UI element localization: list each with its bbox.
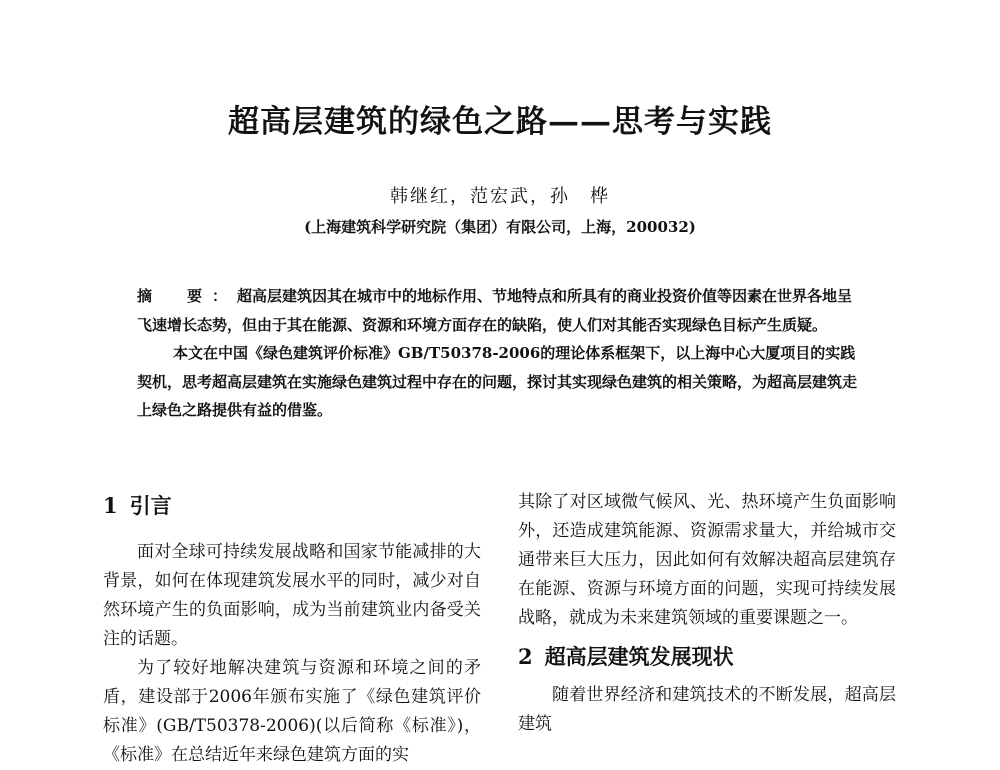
section-1-number: 1 [103,493,118,518]
section-1-heading [103,488,481,524]
paper-title: 超高层建筑的绿色之路——思考与实践 [228,104,772,140]
section-1-title: 引言 [129,493,172,518]
section-2-heading [518,639,896,675]
left-column [103,488,481,770]
right-column [518,488,896,739]
section-2-paragraph-1: 随着世界经济和建筑技术的不断发展，超高层建筑 [518,685,896,734]
section-2-number: 2 [518,644,533,669]
right-column-paragraph-1: 其除了对区域微气候风、光、热环境产生负面影响外，还造成建筑能源、资源需求量大，并给城市交通带来巨大压力，因此如何有效解决超高层建筑存在能源、资源与环境方面的问题，实现可持续发展战略，就成为未来建筑领域的重要课题之一。 [518,492,896,628]
abstract-text-1: 超高层建筑因其在城市中的地标作用、节地特点和所具有的商业投资价值等因素在世界各地呈飞速增长态势，但由于其在能源、资源和环境方面存在的缺陷，使人们对其能否实现绿色目标产生质疑。 [137,287,853,334]
abstract-block [137,282,867,425]
author-affiliation: (上海建筑科学研究院（集团）有限公司，上海，200032) [304,218,696,236]
section-1-paragraph-1: 面对全球可持续发展战略和国家节能减排的大背景，如何在体现建筑发展水平的同时，减少对自然环境产生的负面影响，成为当前建筑业内备受关注的话题。 [103,542,481,649]
author-list: 韩继红，范宏武，孙 桦 [390,186,610,207]
section-1-spacer [103,524,481,538]
section-1-paragraph-2: 为了较好地解决建筑与资源和环境之间的矛盾，建设部于2006年颁布实施了《绿色建筑评价标准》(GB/T50378-2006)(以后简称《标准》)，《标准》在总结近年来绿色建筑方面的实 [103,658,481,765]
abstract-paragraph-2: 本文在中国《绿色建筑评价标准》GB/T50378-2006的理论体系框架下，以上海中心大厦项目的实践契机，思考超高层建筑在实施绿色建筑过程中存在的问题，探讨其实现绿色建筑的相关策略，为超高层建筑走上绿色之路提供有益的借鉴。 [137,344,858,419]
abstract-paragraph-1 [137,282,867,339]
abstract-label: 摘 要： [137,287,238,305]
section-2-title: 超高层建筑发展现状 [544,644,734,669]
